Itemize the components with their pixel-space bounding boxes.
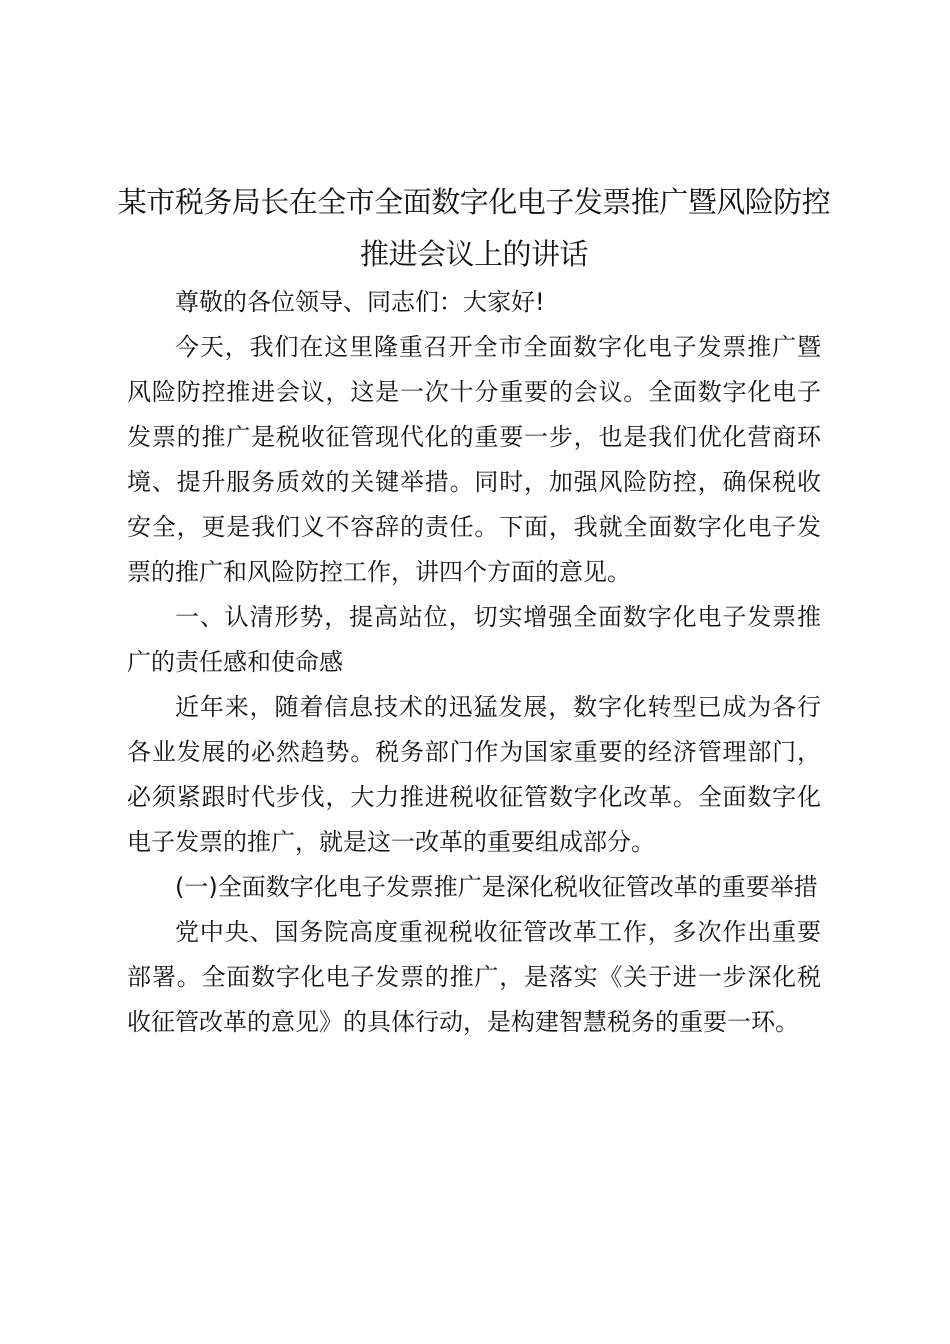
subsection-heading-1: (一)全面数字化电子发票推广是深化税收征管改革的重要举措 <box>175 873 818 901</box>
section-heading-1: 一、认清形势，提高站位，切实增强全面数字化电子发票推广的责任感和使命感 <box>127 603 821 676</box>
document-title: 某市税务局长在全市全面数字化电子发票推广暨风险防控推进会议上的讲话 <box>117 185 831 271</box>
document-page <box>117 176 831 1045</box>
body-paragraph-2: 党中央、国务院高度重视税收征管改革工作，多次作出重要部署。全面数字化电子发票的推广，是落实《关于进一步深化税收征管改革的意见》的具体行动，是构建智慧税务的重要一环。 <box>127 918 821 1036</box>
body-paragraph: 近年来，随着信息技术的迅猛发展，数字化转型已成为各行各业发展的必然趋势。税务部门作为国家重要的经济管理部门，必须紧跟时代步伐，大力推进税收征管数字化改革。全面数字化电子发票的推广，就是这一改革的重要组成部分。 <box>127 693 821 856</box>
intro-paragraph: 今天，我们在这里隆重召开全市全面数字化电子发票推广暨风险防控推进会议，这是一次十分重要的会议。全面数字化电子发票的推广是税收征管现代化的重要一步，也是我们优化营商环境、提升服务质效的关键举措。同时，加强风险防控，确保税收安全，更是我们义不容辞的责任。下面，我就全面数字化电子发票的推广和风险防控工作，讲四个方面的意见。 <box>127 333 821 586</box>
greeting-paragraph: 尊敬的各位领导、同志们：大家好! <box>175 288 545 316</box>
